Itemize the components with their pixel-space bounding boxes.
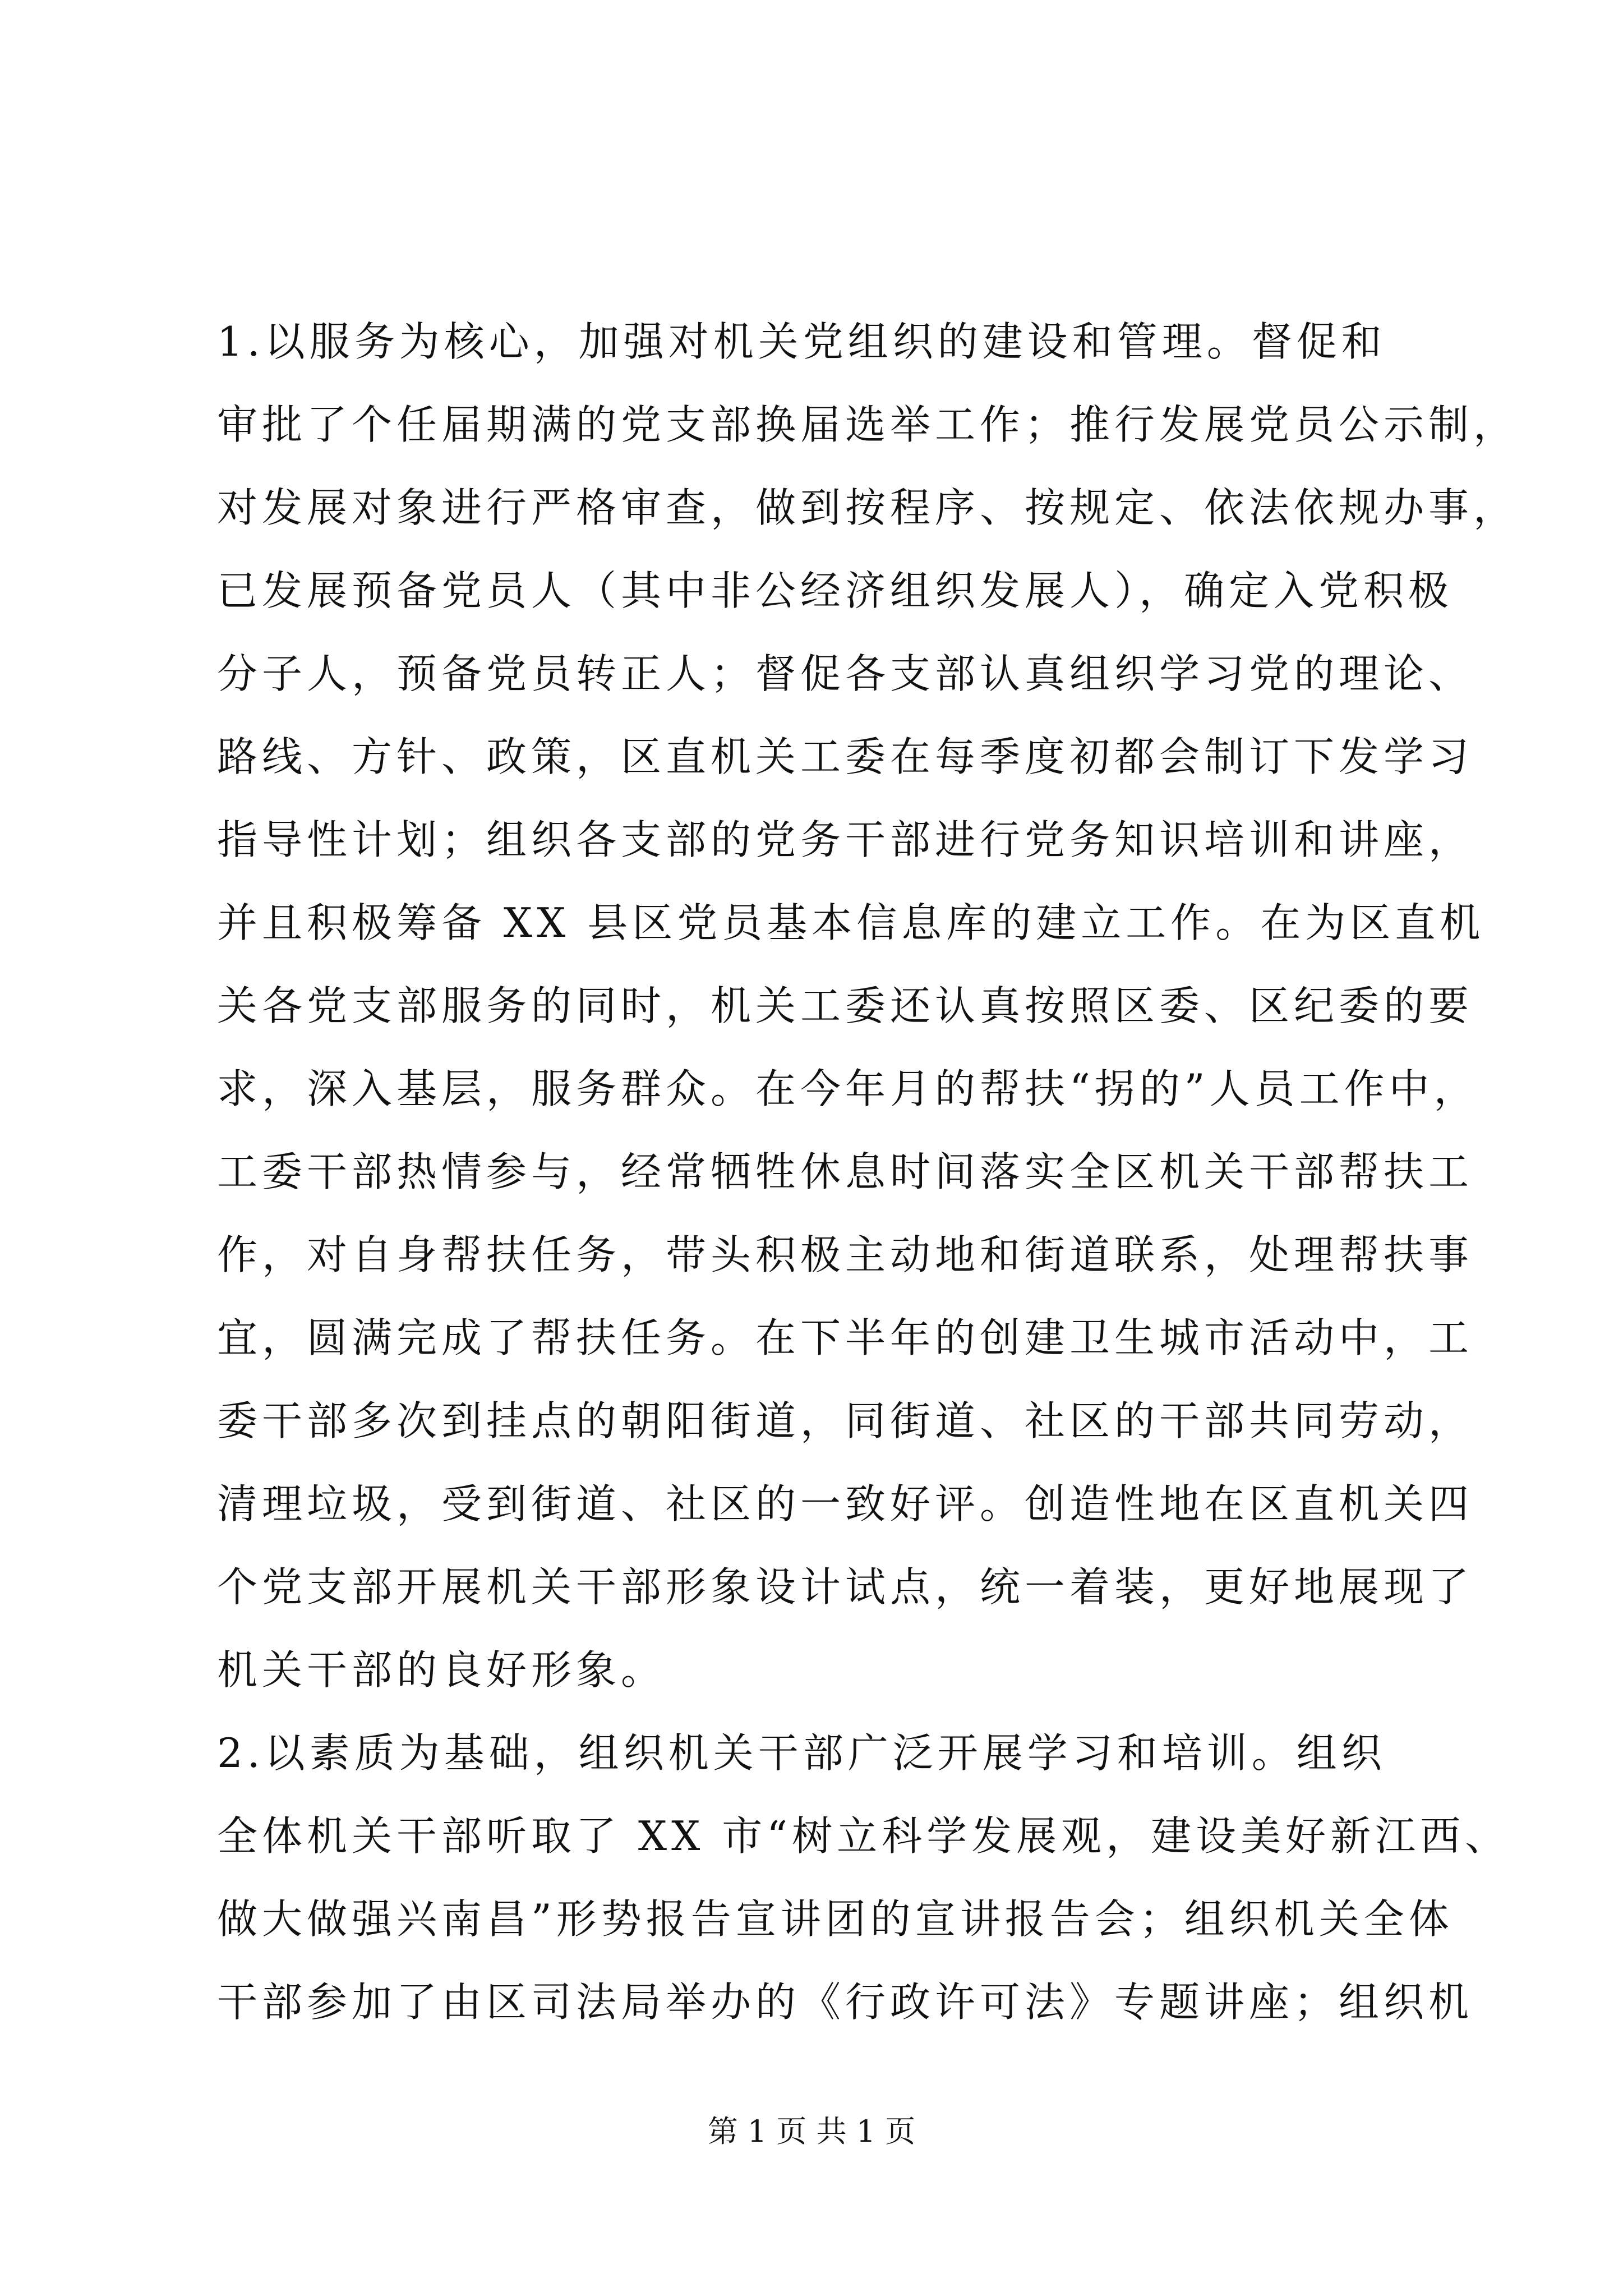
text-line: 求，深入基层，服务群众。在今年月的帮扶“拐的”人员工作中，	[217, 1065, 1479, 1112]
document-body	[217, 300, 1519, 2044]
text-line: 委干部多次到挂点的朝阳街道，同街道、社区的干部共同劳动，	[217, 1397, 1474, 1444]
text-line: 机关干部的良好形象。	[217, 1646, 666, 1694]
text-line: 对发展对象进行严格审查，做到按程序、按规定、依法依规办事，	[217, 484, 1519, 531]
text-line: 分子人，预备党员转正人；督促各支部认真组织学习党的理论、	[217, 650, 1474, 697]
text-line: 2.以素质为基础，组织机关干部广泛开展学习和培训。组织	[217, 1729, 1386, 1777]
text-line: 已发展预备党员人（其中非公经济组织发展人），确定入党积极	[217, 567, 1454, 614]
text-line: 审批了个任届期满的党支部换届选举工作；推行发展党员公示制，	[217, 401, 1519, 448]
text-line: 做大做强兴南昌”形势报告宣讲团的宣讲报告会；组织机关全体	[217, 1895, 1454, 1943]
text-line: 个党支部开展机关干部形象设计试点，统一着装，更好地展现了	[217, 1563, 1474, 1611]
text-line: 宜，圆满完成了帮扶任务。在下半年的创建卫生城市活动中，工	[217, 1314, 1474, 1361]
text-line: 工委干部热情参与，经常牺牲休息时间落实全区机关干部帮扶工	[217, 1148, 1474, 1195]
text-line: 关各党支部服务的同时，机关工委还认真按照区委、区纪委的要	[217, 982, 1474, 1029]
text-line: 清理垃圾，受到街道、社区的一致好评。创造性地在区直机关四	[217, 1480, 1474, 1527]
text-line: 指导性计划；组织各支部的党务干部进行党务知识培训和讲座，	[217, 816, 1474, 863]
text-line: 作，对自身帮扶任务，带头积极主动地和街道联系，处理帮扶事	[217, 1231, 1474, 1278]
text-line: 路线、方针、政策，区直机关工委在每季度初都会制订下发学习	[217, 733, 1474, 780]
text-line: 1.以服务为核心，加强对机关党组织的建设和管理。督促和	[217, 318, 1386, 365]
page-number-footer: 第 1 页 共 1 页	[707, 2114, 916, 2149]
text-line: 干部参加了由区司法局举办的《行政许可法》专题讲座；组织机	[217, 1978, 1474, 2026]
text-line: 全体机关干部听取了 XX 市“树立科学发展观，建设美好新江西、	[217, 1812, 1510, 1860]
text-line: 并且积极筹备 XX 县区党员基本信息库的建立工作。在为区直机	[217, 899, 1485, 946]
